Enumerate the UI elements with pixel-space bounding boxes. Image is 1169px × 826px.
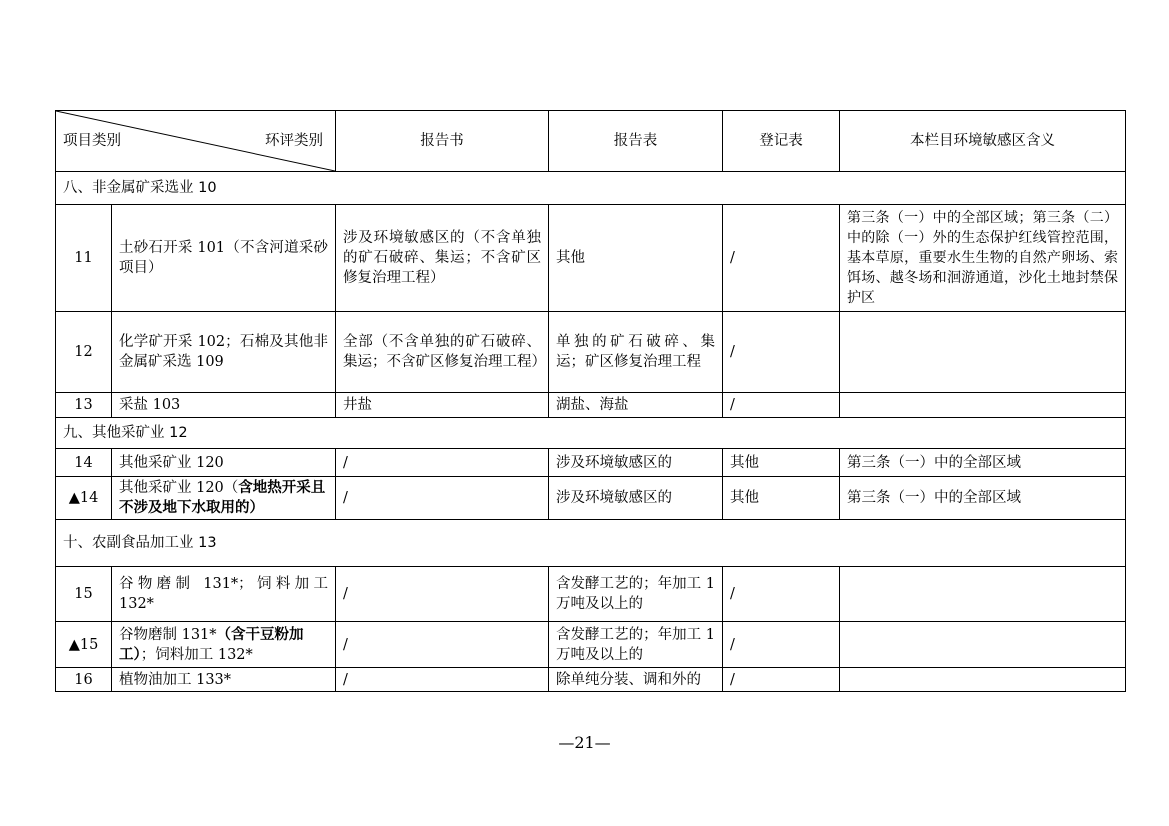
section-row — [56, 520, 1126, 567]
report-form-cell: 单独的矿石破碎、集运；矿区修复治理工程 — [549, 312, 723, 393]
registration-cell: 其他 — [723, 477, 840, 520]
project-name-prefix: 其他采矿业 120（ — [119, 480, 239, 496]
row-number: 12 — [56, 312, 112, 393]
eia-classification-table — [55, 110, 1126, 692]
report-book-cell: / — [336, 668, 549, 692]
sensitive-area-cell: 第三条（一）中的全部区域；第三条（二）中的除（一）外的生态保护红线管控范围，基本草原，重要水生生物的自然产卵场、索饵场、越冬场和洄游通道，沙化土地封禁保护区 — [840, 205, 1126, 312]
section-title: 十、农副食品加工业 13 — [56, 520, 1126, 567]
registration-cell: / — [723, 393, 840, 418]
report-form-cell: 含发酵工艺的；年加工 1 万吨及以上的 — [549, 622, 723, 668]
sensitive-area-cell — [840, 668, 1126, 692]
registration-cell: / — [723, 567, 840, 622]
report-form-cell: 其他 — [549, 205, 723, 312]
section-title: 八、非金属矿采选业 10 — [56, 172, 1126, 205]
section-title: 九、其他采矿业 12 — [56, 418, 1126, 449]
report-book-cell: / — [336, 622, 549, 668]
report-book-cell: 全部（不含单独的矿石破碎、集运；不含矿区修复治理工程） — [336, 312, 549, 393]
section-row — [56, 418, 1126, 449]
row-number: 14 — [56, 449, 112, 477]
registration-cell: / — [723, 622, 840, 668]
registration-cell: / — [723, 205, 840, 312]
section-row — [56, 172, 1126, 205]
report-form-cell: 涉及环境敏感区的 — [549, 449, 723, 477]
report-book-cell: 井盐 — [336, 393, 549, 418]
project-name: 化学矿开采 102；石棉及其他非金属矿采选 109 — [112, 312, 336, 393]
report-book-cell: 涉及环境敏感区的（不含单独的矿石破碎、集运；不含矿区修复治理工程） — [336, 205, 549, 312]
header-report-form: 报告表 — [549, 111, 723, 172]
table-row — [56, 567, 1126, 622]
row-number: 11 — [56, 205, 112, 312]
table-row — [56, 205, 1126, 312]
project-name-emphasis: 含地热开采且不涉及地下水取用的） — [119, 480, 326, 516]
header-report-book: 报告书 — [336, 111, 549, 172]
report-book-cell: / — [336, 567, 549, 622]
project-name — [112, 622, 336, 668]
row-number: 15 — [56, 567, 112, 622]
table-row — [56, 477, 1126, 520]
header-registration-form: 登记表 — [723, 111, 840, 172]
report-book-cell: / — [336, 449, 549, 477]
header-sensitive-area: 本栏目环境敏感区含义 — [840, 111, 1126, 172]
report-form-cell: 含发酵工艺的；年加工 1 万吨及以上的 — [549, 567, 723, 622]
table-row — [56, 668, 1126, 692]
report-form-cell: 除单纯分装、调和外的 — [549, 668, 723, 692]
sensitive-area-cell: 第三条（一）中的全部区域 — [840, 449, 1126, 477]
registration-cell: 其他 — [723, 449, 840, 477]
sensitive-area-cell — [840, 393, 1126, 418]
diagonal-header-cell — [56, 111, 336, 172]
registration-cell: / — [723, 668, 840, 692]
project-name-emphasis: （含干豆粉加工） — [119, 626, 304, 663]
row-number: ▲14 — [56, 477, 112, 520]
project-name: 土砂石开采 101（不含河道采砂项目） — [112, 205, 336, 312]
project-name: 采盐 103 — [112, 393, 336, 418]
sensitive-area-cell — [840, 567, 1126, 622]
project-name: 植物油加工 133* — [112, 668, 336, 692]
row-number: ▲15 — [56, 622, 112, 668]
sensitive-area-cell — [840, 622, 1126, 668]
table-row — [56, 312, 1126, 393]
report-form-cell: 湖盐、海盐 — [549, 393, 723, 418]
report-form-cell: 涉及环境敏感区的 — [549, 477, 723, 520]
table-row — [56, 393, 1126, 418]
category-label: 项目类别 — [63, 133, 121, 149]
registration-cell: / — [723, 312, 840, 393]
table-row — [56, 622, 1126, 668]
row-number: 13 — [56, 393, 112, 418]
table-header-row — [56, 111, 1126, 172]
project-name-prefix: 谷物磨制 131* — [119, 626, 217, 643]
report-book-cell: / — [336, 477, 549, 520]
sensitive-area-cell: 第三条（一）中的全部区域 — [840, 477, 1126, 520]
project-name: 谷物磨制 131*；饲料加工 132* — [112, 567, 336, 622]
project-name: 其他采矿业 120 — [112, 449, 336, 477]
page-number: —21— — [558, 733, 611, 752]
project-name — [112, 477, 336, 520]
sensitive-area-cell — [840, 312, 1126, 393]
eia-category-label: 环评类别 — [265, 133, 323, 149]
project-name-suffix: ；饲料加工 132* — [140, 646, 253, 663]
row-number: 16 — [56, 668, 112, 692]
table-row — [56, 449, 1126, 477]
